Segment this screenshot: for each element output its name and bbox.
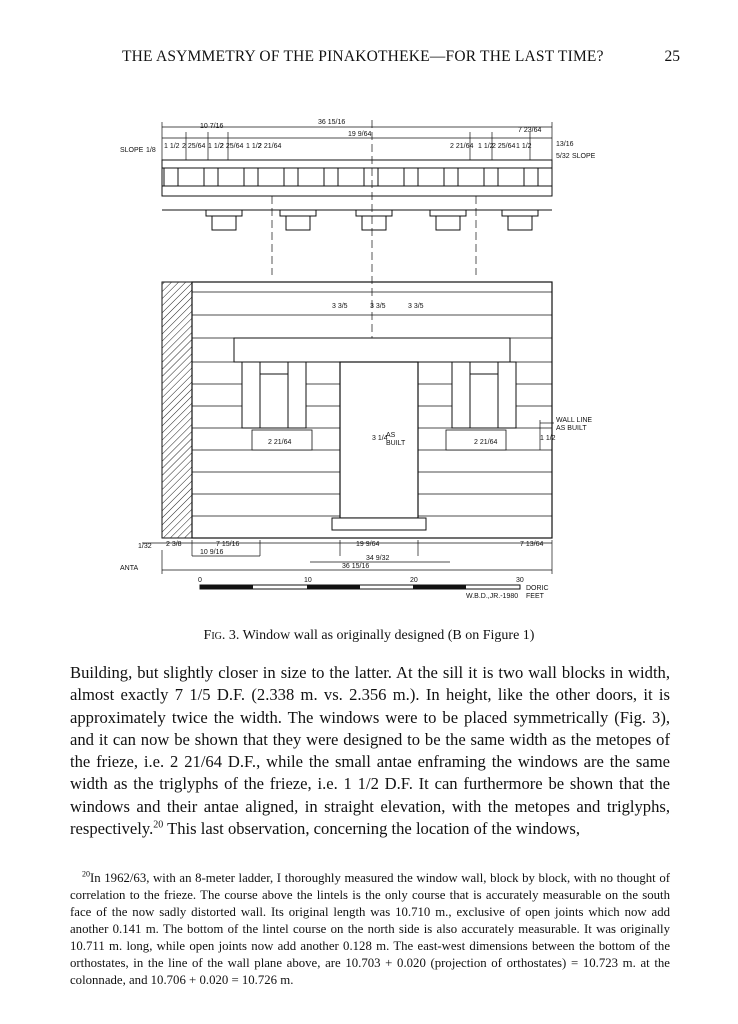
footnote-text: In 1962/63, with an 8-meter ladder, I thoroughly measured the window wall, block by block, with no thought of correlation to the frieze. The course above the lintels is the only course that is accurately measurable on the south face of the now sadly distorted wall. Its original length was 10.710 m., exclusive of open joints which now add another 0.141 m. The bottom of the lintel course on the north side is also accurately measurable. It was originally 10.711 m. long, while open joints now add another 0.128 m. The east-west dimensions between the bottom of the orthostates, in the line of the wall plane above, are 10.703 + 0.020 (projection of orthostates) = 10.723 m. at the colonnade, and 10.706 + 0.020 = 10.726 m. <box>70 871 670 987</box>
caption-text: Window wall as originally designed (B on Figure 1) <box>242 628 535 643</box>
running-title: THE ASYMMETRY OF THE PINAKOTHEKE—FOR THE LAST TIME? <box>122 48 604 65</box>
body-paragraph <box>70 662 670 840</box>
dim-bottom-g: 34 9/32 <box>366 555 390 562</box>
dim-top-19: 19 9/64 <box>348 131 372 138</box>
scale-bar <box>200 585 520 589</box>
dim-bottom-f: 7 13/64 <box>520 541 544 548</box>
label-built: BUILT <box>386 440 406 447</box>
dim-block-3: 3 3/5 <box>408 303 424 310</box>
dim-top-36: 36 15/16 <box>318 119 346 126</box>
slope-right-label: SLOPE <box>572 153 596 160</box>
dim-bottom-a: 1/32 <box>138 543 152 550</box>
scale-10: 10 <box>304 577 312 584</box>
dim-top-l4: 2 25/64 <box>220 143 244 150</box>
dim-bottom-d: 10 9/16 <box>200 549 224 556</box>
dim-window-right: 2 21/64 <box>474 439 498 446</box>
label-anta: ANTA <box>120 565 139 572</box>
paragraph-text: Building, but slightly closer in size to the latter. At the sill it is two wall blocks in width, almost exactly 7 1/5 D.F. (2.338 m. vs. 2.356 m.). In height, like the other doors, it is approximately twice the width. The windows were to be placed symmetrically (Fig. 3), and it can now be shown that they were designed to be the same width as the metopes of the frieze, i.e. 2 21/64 D.F., while the small antae enframing the windows are the same width as the triglyphs of the frieze, i.e. 1 1/2 D.F. It can furthermore be shown that the windows and their antae aligned, in straight elevation, with the metopes and triglyphs, respectively. <box>70 663 670 839</box>
footnote-ref: 20 <box>153 819 164 831</box>
slope-left-value: 1/8 <box>146 147 156 154</box>
dim-block-1: 3 3/5 <box>332 303 348 310</box>
page-number: 25 <box>664 48 680 65</box>
column-capitals <box>162 210 552 230</box>
dim-top-r2: 1 1/2 <box>478 143 494 150</box>
label-doric: DORIC <box>526 585 549 592</box>
lintel <box>234 338 510 362</box>
footnote-number: 20 <box>82 869 90 879</box>
dim-top-l5: 1 1/2 <box>246 143 262 150</box>
dim-top-r13: 13/16 <box>556 141 574 148</box>
dim-right-side: 1 1/2 <box>540 435 556 442</box>
label-as: AS <box>386 432 396 439</box>
triglyphs <box>164 168 538 186</box>
dim-top-r4: 1 1/2 <box>516 143 532 150</box>
window-right <box>470 374 498 428</box>
dim-top-l1: 1 1/2 <box>164 143 180 150</box>
running-header <box>108 48 680 72</box>
door-sill <box>332 518 426 530</box>
caption-label: Fig. 3. <box>203 628 240 643</box>
footnote <box>70 870 670 989</box>
frieze <box>162 160 552 196</box>
figure-caption <box>0 628 738 644</box>
dim-block-2: 3 3/5 <box>370 303 386 310</box>
dim-bottom-c: 7 15/16 <box>216 541 240 548</box>
label-credit: W.B.D.,JR.-1980 <box>466 593 519 600</box>
anta-hatched <box>162 282 192 538</box>
dim-top-r7: 7 23/64 <box>518 127 542 134</box>
label-as-built: AS BUILT <box>556 425 587 432</box>
window-left <box>260 374 288 428</box>
paragraph-tail: This last observation, concerning the location of the windows, <box>163 819 581 839</box>
dim-top-l6: 2 21/64 <box>258 143 282 150</box>
dim-bottom-e: 19 9/64 <box>356 541 380 548</box>
slope-left-label: SLOPE <box>120 147 144 154</box>
scale-0: 0 <box>198 577 202 584</box>
dim-bottom-h: 36 15/16 <box>342 563 370 570</box>
slope-right-value: 5/32 <box>556 153 570 160</box>
figure-window-wall <box>120 100 596 610</box>
scale-20: 20 <box>410 577 418 584</box>
dim-top-l3: 1 1/2 <box>208 143 224 150</box>
dim-top-r3: 2 25/64 <box>492 143 516 150</box>
label-wall-line: WALL LINE <box>556 417 593 424</box>
dim-top-r1: 2 21/64 <box>450 143 474 150</box>
elevation-drawing <box>120 100 596 610</box>
scale-30: 30 <box>516 577 524 584</box>
wall-elevation <box>162 282 552 538</box>
dim-bottom-b: 2 3/8 <box>166 541 182 548</box>
dim-door-side: 3 1/4 <box>372 435 388 442</box>
dim-window-left: 2 21/64 <box>268 439 292 446</box>
dim-top-10: 10 7/16 <box>200 123 224 130</box>
label-feet: FEET <box>526 593 544 600</box>
dim-top-l2: 2 25/64 <box>182 143 206 150</box>
